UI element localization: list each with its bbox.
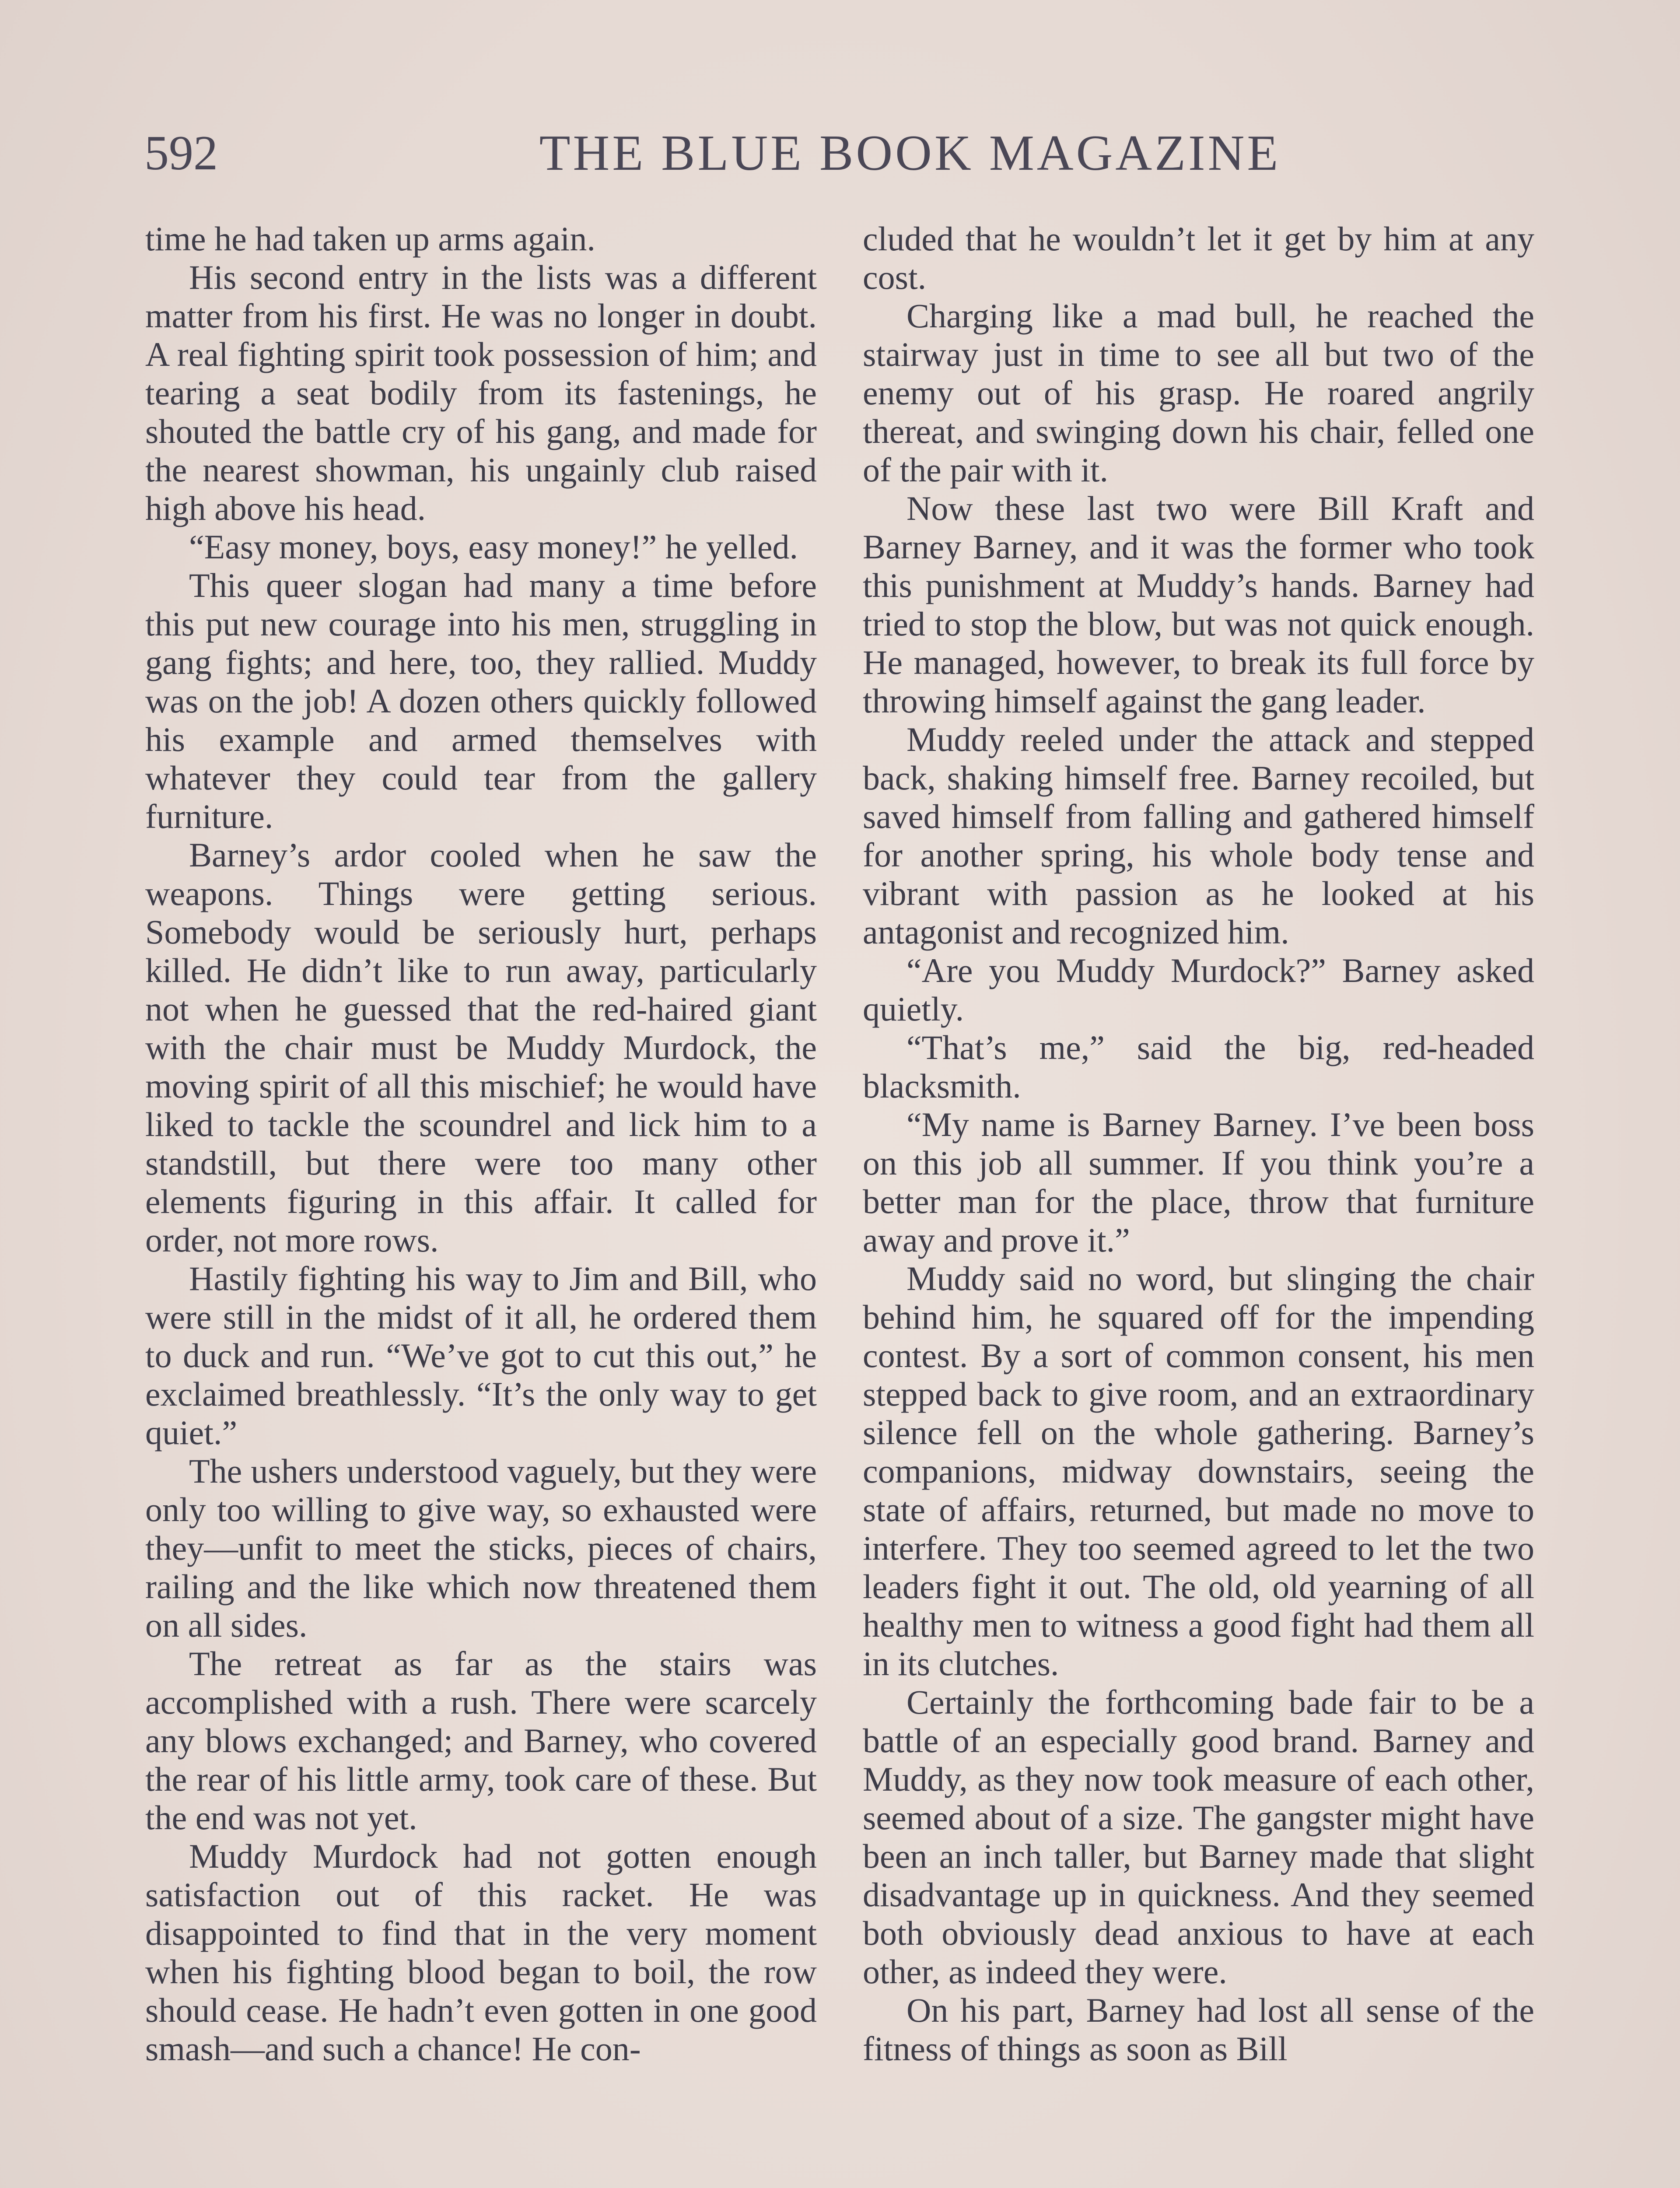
paragraph: Certainly the forthcoming bade fair to be a battle of an especially good brand. Barney and Muddy, as they now took measure of each other, seemed about of a size. The gangster might have been an inch taller, but Barney made that slight disadvantage up in quickness. And they seemed both obviously dead anxious to have at each other, as indeed they were. <box>863 1683 1534 1991</box>
magazine-title: THE BLUE BOOK MAGAZINE <box>539 125 1281 181</box>
page-header <box>144 118 1536 188</box>
paragraph: “That’s me,” said the big, red-headed blacksmith. <box>863 1028 1534 1105</box>
paragraph: Hastily fighting his way to Jim and Bill, who were still in the midst of it all, he ordered them to duck and run. “We’ve got to cut this out,” he exclaimed breathlessly. “It’s the only way to get quiet.” <box>145 1259 817 1452</box>
paragraph: The retreat as far as the stairs was accomplished with a rush. There were scarcely any blows exchanged; and Barney, who covered the rear of his little army, took care of these. But the end was not yet. <box>145 1645 817 1837</box>
paragraph: Barney’s ardor cooled when he saw the weapons. Things were getting serious. Somebody would be seriously hurt, perhaps killed. He didn’t like to run away, particularly not when he guessed that the red-haired giant with the chair must be Muddy Murdock, the moving spirit of all this mischief; he would have liked to tackle the scoundrel and lick him to a standstill, but there were too many other elements figuring in this affair. It called for order, not more rows. <box>145 836 817 1259</box>
paragraph: This queer slogan had many a time before this put new courage into his men, struggling in gang fights; and here, too, they rallied. Muddy was on the job! A dozen others quickly followed his example and armed themselves with whatever they could tear from the gallery furniture. <box>145 566 817 835</box>
right-column <box>863 220 1534 2068</box>
paragraph: Charging like a mad bull, he reached the stairway just in time to see all but two of the enemy out of his grasp. He roared angrily thereat, and swinging down his chair, felled one of the pair with it. <box>863 297 1534 489</box>
paragraph: Muddy said no word, but slinging the chair behind him, he squared off for the impending contest. By a sort of common consent, his men stepped back to give room, and an extraordinary silence fell on the whole gathering. Barney’s companions, midway downstairs, seeing the state of affairs, returned, but made no move to interfere. They too seemed agreed to let the two leaders fight it out. The old, old yearning of all healthy men to witness a good fight had them all in its clutches. <box>863 1259 1534 1683</box>
paragraph: “Easy money, boys, easy money!” he yelled. <box>189 528 798 566</box>
paragraph: His second entry in the lists was a different matter from his first. He was no longer in doubt. A real fighting spirit took possession of him; and tearing a seat bodily from its fastenings, he shouted the battle cry of his gang, and made for the nearest showman, his ungainly club raised high above his head. <box>145 258 817 527</box>
paragraph: The ushers understood vaguely, but they were only too willing to give way, so exhausted were they—unfit to meet the sticks, pieces of chairs, railing and the like which now threatened them on all sides. <box>145 1452 817 1644</box>
left-column <box>145 220 817 2068</box>
paragraph: Now these last two were Bill Kraft and Barney Barney, and it was the former who took this punishment at Muddy’s hands. Barney had tried to stop the blow, but was not quick enough. He managed, however, to break its full force by throwing himself against the gang leader. <box>863 489 1534 720</box>
page-number: 592 <box>144 126 218 180</box>
paragraph: Muddy Murdock had not gotten enough satisfaction out of this racket. He was disappointed to find that in the very moment when his fighting blood began to boil, the row should cease. He hadn’t even gotten in one good smash—and such a chance! He con- <box>145 1837 817 2068</box>
paragraph: On his part, Barney had lost all sense of the fitness of things as soon as Bill <box>863 1991 1534 2068</box>
paragraph: Muddy reeled under the attack and stepped back, shaking himself free. Barney recoiled, but saved himself from falling and gathered himself for another spring, his whole body tense and vibrant with passion as he looked at his antagonist and recognized him. <box>863 720 1534 951</box>
paragraph: time he had taken up arms again. <box>145 220 595 258</box>
paragraph: cluded that he wouldn’t let it get by him at any cost. <box>863 220 1534 296</box>
paragraph: “Are you Muddy Murdock?” Barney asked quietly. <box>863 951 1534 1028</box>
paragraph: “My name is Barney Barney. I’ve been boss on this job all summer. If you think you’re a better man for the place, throw that furniture away and prove it.” <box>863 1105 1534 1259</box>
